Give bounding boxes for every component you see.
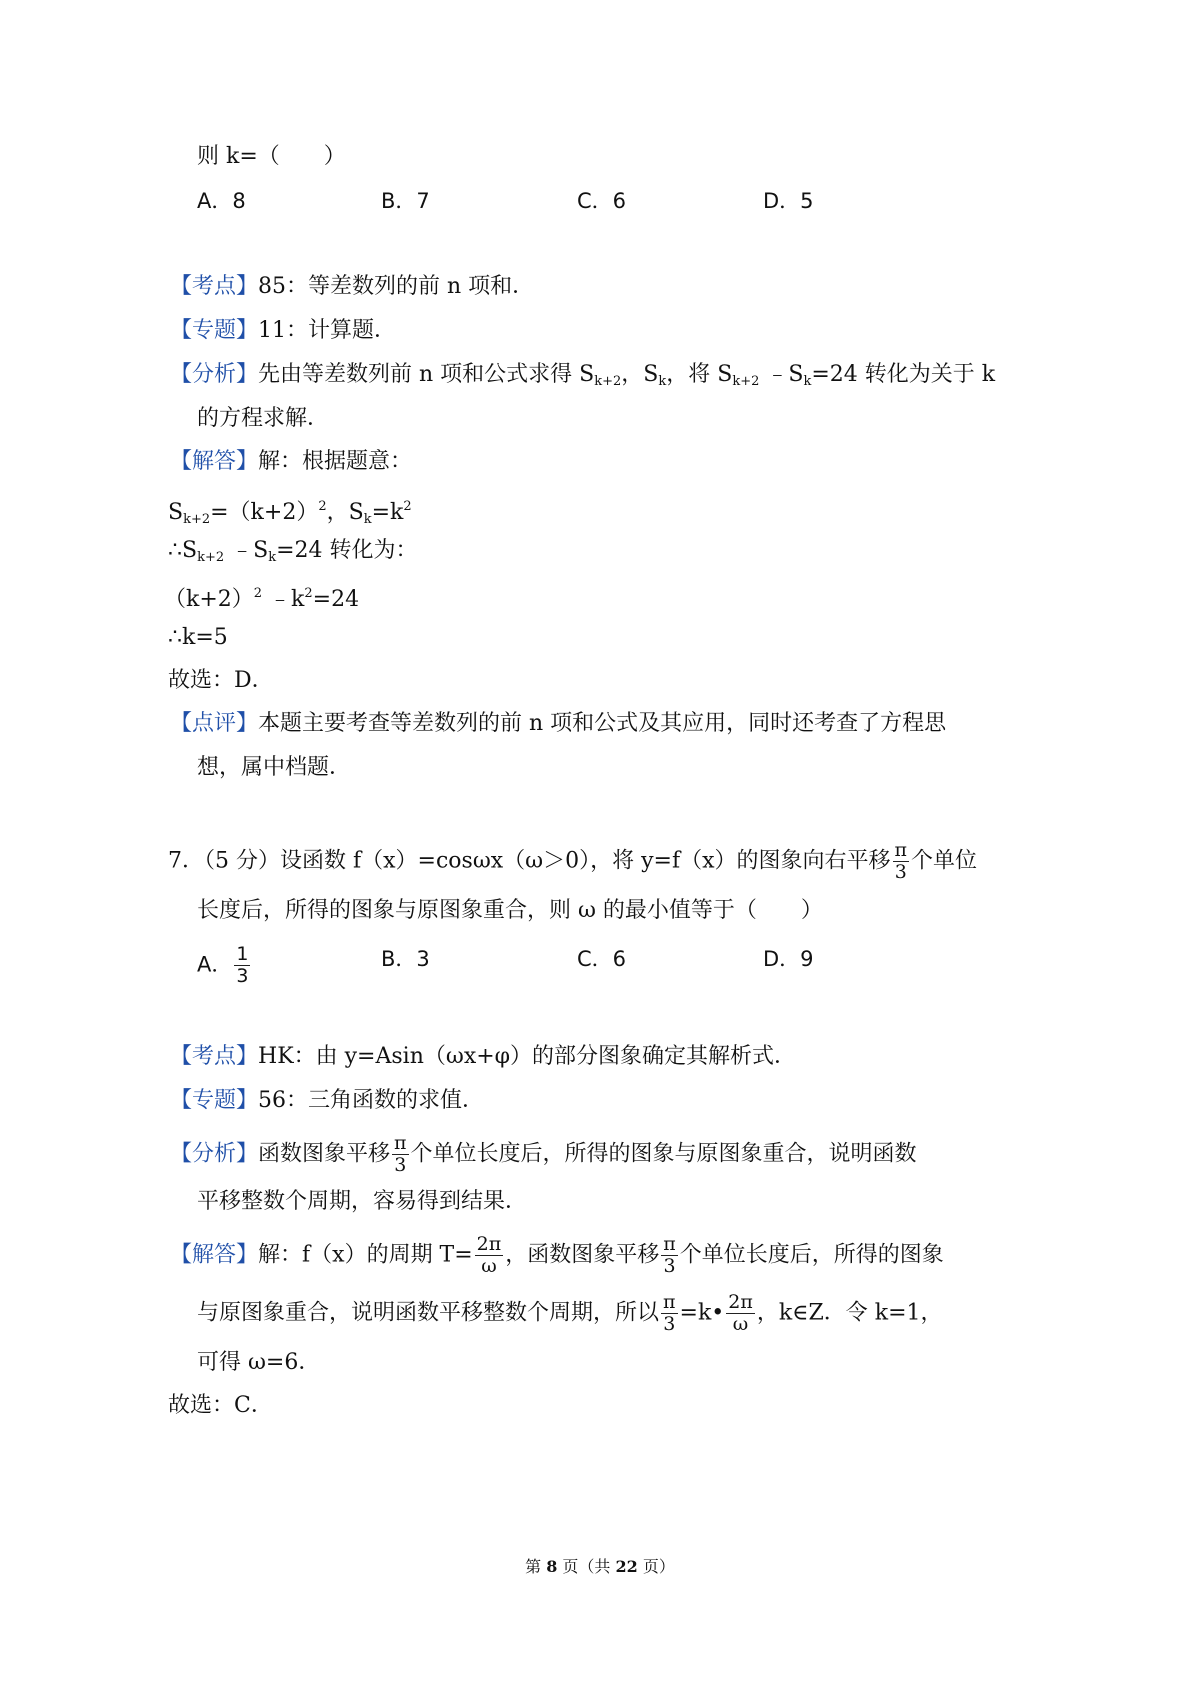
two-pi-over-omega-fraction: $\frac{2\pi}{\omega}$	[476, 1233, 502, 1277]
q6-option-d: D．5	[763, 189, 814, 213]
q7-stem-line2: 长度后，所得的图象与原图象重合，则 ω 的最小值等于（ ）	[197, 898, 823, 923]
q6-fenxi: 【分析】先由等差数列前 n 项和公式求得 $S_{k+2}$，$S_k$，将 $S_{k+2}$ $﹣S_k=24$ 转化为关于 k	[170, 362, 996, 389]
q6-option-a: A．8	[197, 189, 246, 213]
q7-jieda-line3: 可得 ω=6．	[197, 1350, 321, 1375]
q7-jieda-line2: 与原图象重合，说明函数平移整数个周期，所以 $\frac{\pi}{3}$ =k• $\frac{2\pi}{\omega}$ ，k∈Z．令 k=1，	[197, 1291, 943, 1335]
q6-option-b: B．7	[381, 189, 430, 213]
dianping-text: 本题主要考查等差数列的前 n 项和公式及其应用，同时还考查了方程思	[258, 711, 947, 736]
q6-step-2: $\therefore S_{k+2}$ $﹣S_k=24$ 转化为：	[168, 538, 418, 565]
pi-over-3-fraction: $\frac{\pi}{3}$	[663, 1291, 676, 1335]
jieda-tag: 【解答】	[170, 449, 259, 474]
two-pi-over-omega-fraction: $\frac{2\pi}{\omega}$	[728, 1291, 753, 1335]
q6-zhuanti	[170, 316, 396, 346]
q7-zhuanti	[170, 1086, 484, 1116]
q7-stem: 7．（5 分）设函数 f（x）=cosωx（ω＞0），将 y=f（x）的图象向右平移 $\frac{\pi}{3}$ 个单位	[168, 839, 978, 883]
fenxi-tag: 【分析】	[170, 362, 259, 387]
pi-over-3-fraction: $\frac{\pi}{3}$	[394, 1132, 407, 1176]
q6-kaodian	[170, 272, 534, 302]
q7-option-d: D．9	[763, 947, 814, 971]
q7-fenxi: 【分析】函数图象平移 $\frac{\pi}{3}$ 个单位长度后，所得的图象与原图象重合，说明函数	[170, 1132, 917, 1176]
q7-option-c: C．6	[577, 947, 627, 971]
q6-dianping-line2: 想，属中档题．	[197, 755, 352, 780]
q7-option-a: A． $\frac{1}{3}$	[197, 943, 249, 987]
zhuanti-tag: 【专题】	[170, 318, 259, 343]
kaodian-tag: 【考点】	[170, 1044, 259, 1069]
q7-answer: 故选：C．	[168, 1393, 273, 1418]
q7-fenxi-line2: 平移整数个周期，容易得到结果．	[197, 1189, 528, 1214]
q6-step-1: $S_{k+2}=(k+2)^2$，$S_k=k^2$	[168, 499, 412, 527]
dianping-tag: 【点评】	[170, 711, 259, 736]
jieda-text: 解：根据题意：	[258, 449, 413, 474]
zhuanti-tag: 【专题】	[170, 1088, 259, 1113]
fenxi-tag: 【分析】	[170, 1141, 259, 1167]
page-footer: 第 8 页（共 22 页）	[525, 1557, 675, 1576]
q6-option-c: C．6	[577, 189, 627, 213]
q6-step-3: $(k+2)^2$ $﹣k^2=24$	[164, 586, 360, 612]
q6-jieda	[170, 447, 412, 477]
q6-fenxi-line2: 的方程求解．	[197, 406, 330, 431]
kaodian-text: HK：由 y=Asin（ωx+φ）的部分图象确定其解析式．	[258, 1044, 797, 1069]
kaodian-tag: 【考点】	[170, 274, 259, 299]
page-number: 8	[546, 1557, 558, 1576]
pi-over-3-fraction: $\frac{\pi}{3}$	[894, 839, 908, 883]
kaodian-text: 85：等差数列的前 n 项和．	[258, 274, 535, 299]
q6-step-4: ∴k=5	[168, 625, 228, 650]
one-third-fraction: $\frac{1}{3}$	[236, 943, 249, 987]
pi-over-3-fraction: $\frac{\pi}{3}$	[663, 1233, 676, 1277]
q7-jieda: 【解答】解：f（x）的周期 T= $\frac{2\pi}{\omega}$ ，函数图象平移 $\frac{\pi}{3}$ 个单位长度后，所得的图象	[170, 1233, 944, 1277]
q6-answer: 故选：D．	[168, 668, 274, 693]
zhuanti-text: 56：三角函数的求值．	[258, 1088, 485, 1113]
q7-kaodian	[170, 1042, 796, 1072]
q6-dianping	[170, 709, 946, 739]
page-total: 22	[615, 1557, 638, 1576]
q7-option-b: B．3	[381, 947, 430, 971]
q6-stem-tail: 则 k=（ ）	[197, 144, 346, 169]
zhuanti-text: 11：计算题．	[258, 318, 397, 343]
jieda-tag: 【解答】	[170, 1242, 259, 1268]
